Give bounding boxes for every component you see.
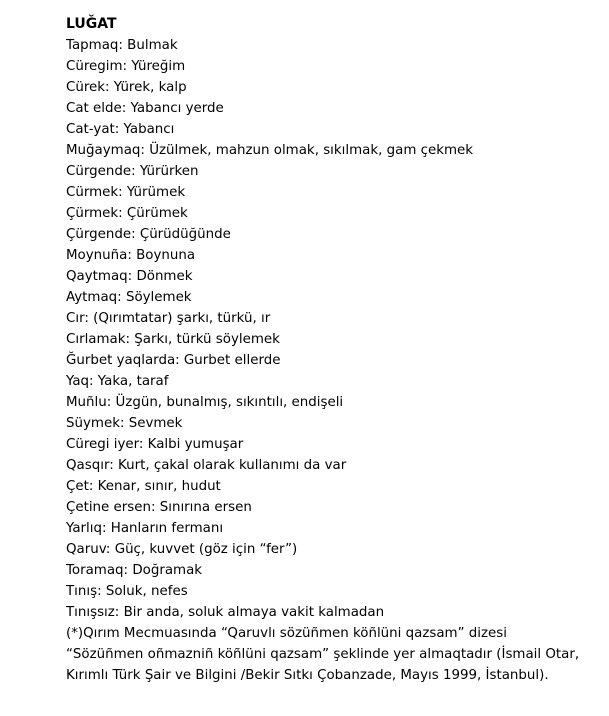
glossary-entry: Cırlamak: Şarkı, türkü söylemek bbox=[66, 332, 280, 347]
glossary-entry: Cır: (Qırımtatar) şarkı, türkü, ır bbox=[66, 311, 271, 326]
footnote-line: Kırımlı Türk Şair ve Bilgini /Bekir Sıtkı Çobanzade, Mayıs 1999, İstanbul). bbox=[66, 668, 549, 683]
glossary-entry: Tınış: Soluk, nefes bbox=[66, 584, 188, 599]
glossary-entries bbox=[66, 35, 596, 623]
glossary-entry: Moynuña: Boynuna bbox=[66, 248, 196, 263]
footnote-line: (*)Qırım Mecmuasında “Qaruvlı sözüñmen köñlüni qazsam” dizesi bbox=[66, 626, 507, 641]
glossary-entry: Süymek: Sevmek bbox=[66, 416, 183, 431]
glossary-entry: Cat elde: Yabancı yerde bbox=[66, 101, 224, 116]
glossary-entry: Cürmek: Yürümek bbox=[66, 185, 186, 200]
glossary-entry: Qaruv: Güç, kuvvet (göz için “fer”) bbox=[66, 542, 298, 557]
glossary-entry: Çet: Kenar, sınır, hudut bbox=[66, 479, 221, 494]
glossary-entry: Cürek: Yürek, kalp bbox=[66, 80, 187, 95]
glossary-entry: Yaq: Yaka, taraf bbox=[66, 374, 169, 389]
glossary-entry: Çetine ersen: Sınırına ersen bbox=[66, 500, 252, 515]
glossary-entry: Cüregi iyer: Kalbi yumuşar bbox=[66, 437, 244, 452]
glossary-entry: Muñlu: Üzgün, bunalmış, sıkıntılı, endişeli bbox=[66, 395, 344, 410]
glossary-entry: Muğaymaq: Üzülmek, mahzun olmak, sıkılmak, gam çekmek bbox=[66, 143, 474, 158]
footnote bbox=[66, 623, 596, 686]
footnote-line: “Sözüñmen oñmazniñ köñlüni qazsam” şeklinde yer almaqtadır (İsmail Otar, bbox=[66, 647, 580, 662]
glossary-entry: Toramaq: Doğramak bbox=[66, 563, 203, 578]
glossary-entry: Aytmaq: Söylemek bbox=[66, 290, 192, 305]
glossary-document bbox=[66, 14, 596, 686]
glossary-entry: Qaytmaq: Dönmek bbox=[66, 269, 193, 284]
glossary-entry: Cüregim: Yüreğim bbox=[66, 59, 186, 74]
glossary-entry: Tapmaq: Bulmak bbox=[66, 38, 178, 53]
glossary-entry: Çürgende: Çürüdüğünde bbox=[66, 227, 231, 242]
glossary-entry: Qasqır: Kurt, çakal olarak kullanımı da var bbox=[66, 458, 347, 473]
glossary-entry: Tınışsız: Bir anda, soluk almaya vakit kalmadan bbox=[66, 605, 385, 620]
glossary-title: LUĞAT bbox=[66, 16, 117, 32]
glossary-entry: Ğurbet yaqlarda: Gurbet ellerde bbox=[66, 353, 281, 368]
glossary-entry: Çürmek: Çürümek bbox=[66, 206, 188, 221]
glossary-entry: Yarlıq: Hanların fermanı bbox=[66, 521, 224, 536]
glossary-entry: Cat-yat: Yabancı bbox=[66, 122, 175, 137]
glossary-entry: Cürgende: Yürürken bbox=[66, 164, 199, 179]
